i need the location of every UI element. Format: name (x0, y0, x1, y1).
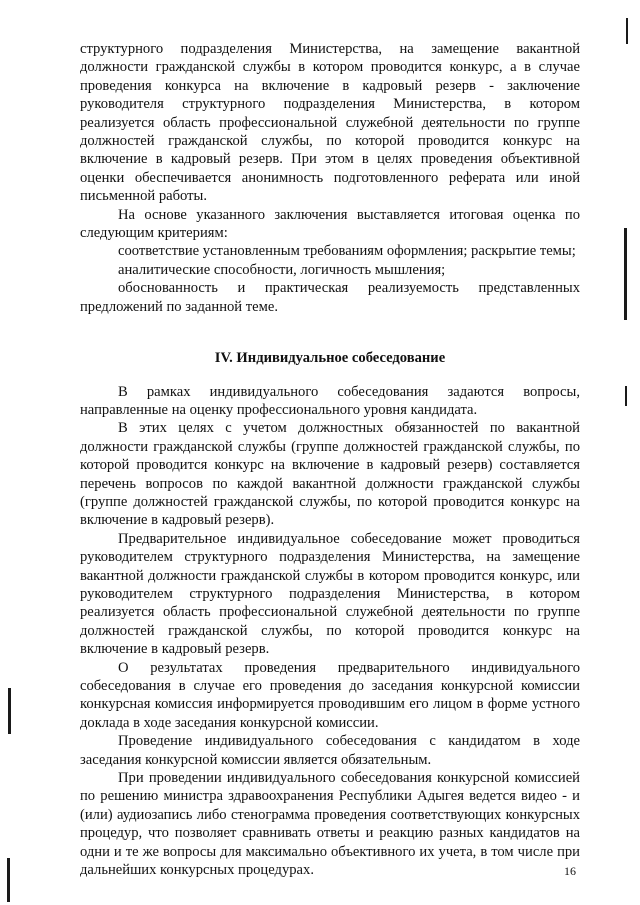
scan-edge-mark (625, 386, 627, 406)
paragraph: О результатах проведения предварительного индивидуального собеседования в случае его проведения до заседания конкурсной комиссии конкурсная комиссия информируется проводившим его лицом в форме устного доклада в ходе заседания конкурсной комиссии. (80, 659, 580, 731)
criterion-item: обоснованность и практическая реализуемость представленных предложений по заданной теме. (80, 280, 580, 315)
scan-edge-mark (624, 228, 627, 320)
scan-edge-mark (8, 688, 11, 734)
section-heading: IV. Индивидуальное собеседование (214, 350, 446, 367)
scan-edge-mark (7, 858, 10, 902)
scan-edge-mark (626, 18, 628, 44)
paragraph: Предварительное индивидуальное собеседование может проводиться руководителем структурного подразделения Министерства, на замещение вакантной должности гражданской службы в котором проводится конкурс, или руководителем структурного подразделения Министерства, в котором реализуется область профессиональной служебной деятельности по группе должностей гражданской службы, по которой проводится конкурс на включение в кадровый резерв. (80, 530, 580, 658)
page-body (80, 40, 580, 879)
criterion-item: соответствие установленным требованиям оформления; раскрытие темы; (118, 243, 576, 260)
paragraph: Проведение индивидуального собеседования с кандидатом в ходе заседания конкурсной комиссии является обязательным. (80, 733, 580, 768)
paragraph-criteria-intro: На основе указанного заключения выставляется итоговая оценка по следующим критериям: (80, 206, 580, 242)
paragraph: При проведении индивидуального собеседования конкурсной комиссией по решению министра здравоохранения Республики Адыгея ведется видео - и (или) аудиозапись либо стенограмма проведения соответствующих конкурсных процедур, что позволяет сравнивать ответы и реакцию разных кандидатов на одни и те же вопросы для максимально объективного их учета, в том числе при дальнейших конкурсных процедурах. (80, 770, 580, 879)
paragraph: В рамках индивидуального собеседования задаются вопросы, направленные на оценку профессионального уровня кандидата. (80, 383, 580, 418)
paragraph-continuation: структурного подразделения Министерства, на замещение вакантной должности гражданской службы в котором проводится конкурс, а в случае проведения конкурса на включение в кадровый резерв - заключение руководителя структурного подразделения Министерства, в котором реализуется область профессиональной служебной деятельности по группе должностей гражданской службы, по которой проводится конкурс на включение в кадровый резерв. При этом в целях проведения объективной оценки обеспечивается анонимность подготовленного реферата или иной письменной работы. (80, 41, 580, 205)
page-number: 16 (564, 864, 576, 878)
paragraph: В этих целях с учетом должностных обязанностей по вакантной должности гражданской службы (группе должностей гражданской службы, по которой проводится конкурс на включение в кадровый резерв) составляется перечень вопросов по каждой вакантной должности гражданской службы (группе должностей гражданской службы, по которой проводится конкурс на включение в кадровый резерв). (80, 420, 580, 529)
criterion-item: аналитические способности, логичность мышления; (118, 261, 446, 278)
